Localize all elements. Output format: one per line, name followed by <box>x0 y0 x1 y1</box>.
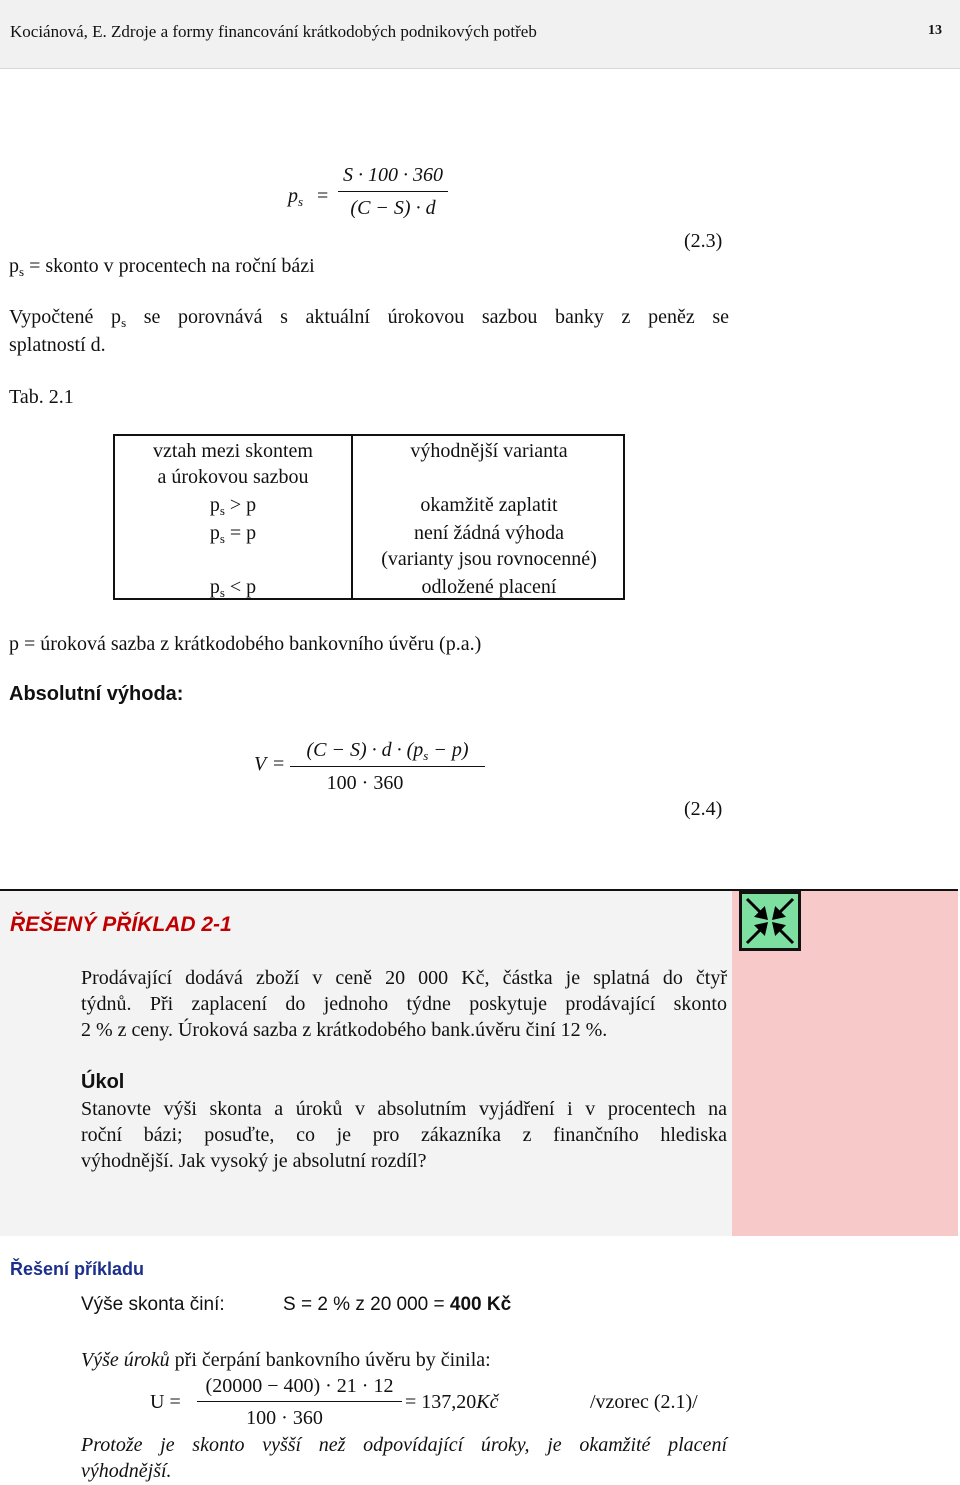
table-header-left: vztah mezi skontem a úrokovou sazbou <box>153 440 313 488</box>
table-row-left: $p_s < p$ <box>209 576 257 600</box>
discount-label: Výše skonta činí: <box>81 1294 225 1315</box>
interest-numerator: (20000 − 400) · 21 · 12 <box>205 1375 394 1397</box>
table-row-left: $p_s = p$ <box>209 522 257 546</box>
table-label: Tab. 2.1 <box>9 386 74 408</box>
table-row-right: okamžitě zaplatit <box>420 494 558 516</box>
fraction-line <box>290 766 485 767</box>
table-row-right: odložené placení <box>421 576 557 598</box>
formula-numerator: $(C - S) \cdot d \cdot (p_s - p)$ <box>306 739 469 763</box>
definition-ps: $p_s$ = skonto v procentech na roční bázi <box>9 255 315 279</box>
formula-denominator: (C − S) · d <box>350 197 436 219</box>
formula-lhs: V <box>254 753 267 775</box>
interest-denominator: 100 · 360 <box>246 1407 323 1429</box>
formula-equals: = <box>273 753 285 775</box>
solution-heading: Řešení příkladu <box>10 1259 145 1279</box>
comparison-table <box>113 434 625 600</box>
absolute-heading: Absolutní výhoda: <box>9 683 184 705</box>
formula-lhs: $p_s$ <box>288 185 304 209</box>
task-label: Úkol <box>81 1071 125 1093</box>
comparison-text: Vypočtené $p_s$ se porovnává s aktuální úrokovou sazbou banky z peněz se splatností d. <box>9 306 729 356</box>
arrows-converging-icon <box>739 891 801 951</box>
table-row-right: není žádná výhoda (varianty jsou rovnocenné) <box>381 522 597 570</box>
example-assignment: Prodávající dodává zboží v ceně 20 000 Kč, částka je splatná do čtyř týdnů. Při zaplacení do jednoho týdne poskytuje prodávající skonto 2 % z ceny. Úroková sazba z krátkodobého bank.úvěru činí 12 %. <box>81 967 727 1041</box>
formula-number: (2.3) <box>684 230 723 252</box>
formula-numerator: S · 100 · 360 <box>343 164 443 186</box>
conclusion-text: Protože je skonto vyšší než odpovídající úroky, je okamžité placení výhodnější. <box>81 1434 727 1482</box>
task-text: Stanovte výši skonta a úroků v absolutním vyjádření i v procentech na roční bázi; posuďte, co je pro zákazníka z finančního hlediska výhodnější. Jak vysoký je absolutní rozdíl? <box>81 1098 727 1172</box>
formula-number: (2.4) <box>684 798 723 820</box>
example-heading: ŘEŠENÝ PŘÍKLAD 2-1 <box>10 913 232 936</box>
fraction-line <box>197 1401 402 1402</box>
discount-expression: S = 2 % z 20 000 = 400 Kč <box>283 1294 512 1315</box>
interest-label: Výše úroků při čerpání bankovního úvěru by činila: <box>81 1349 491 1371</box>
interest-result: = 137,20Kč <box>405 1391 499 1413</box>
table-row-left: $p_s > p$ <box>209 494 257 518</box>
definition-p: p = úroková sazba z krátkodobého bankovního úvěru (p.a.) <box>9 633 482 655</box>
table-header-right: výhodnější varianta <box>410 440 568 462</box>
page-header <box>0 0 960 69</box>
page-number: 13 <box>928 23 942 38</box>
interest-lhs: U = <box>150 1391 181 1413</box>
formula-denominator: 100 · 360 <box>326 772 404 794</box>
formula-reference: /vzorec (2.1)/ <box>590 1391 698 1413</box>
formula-equals: = <box>317 185 329 207</box>
header-title: Kociánová, E. Zdroje a formy financování krátkodobých podnikových potřeb <box>10 22 537 41</box>
fraction-line <box>338 191 448 192</box>
